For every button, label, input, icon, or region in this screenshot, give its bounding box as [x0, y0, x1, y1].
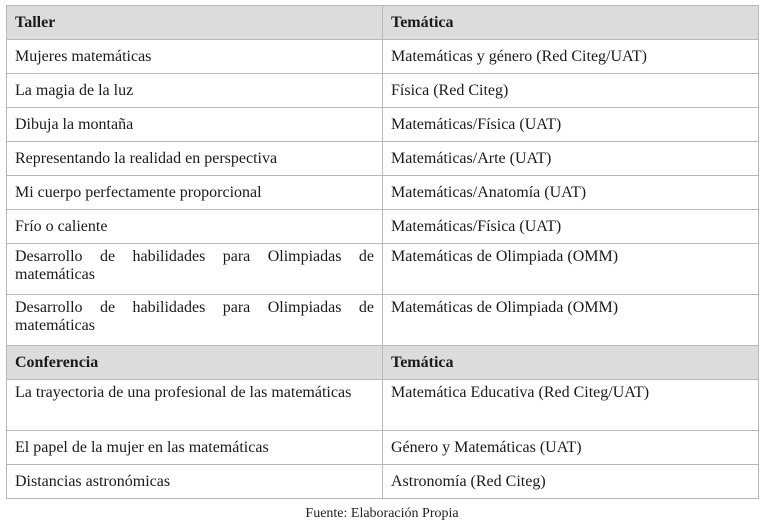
tematica-cell: Matemática Educativa (Red Citeg/UAT) — [383, 380, 759, 431]
table-row — [7, 465, 759, 499]
taller-cell: Desarrollo de habilidades para Olimpiadas de matemáticas — [7, 295, 383, 346]
taller-cell: Frío o caliente — [7, 210, 383, 244]
table-row — [7, 210, 759, 244]
header-cell: Conferencia — [7, 346, 383, 380]
table-row — [7, 74, 759, 108]
table-row — [7, 176, 759, 210]
header-cell: Temática — [383, 346, 759, 380]
activities-table — [6, 5, 759, 499]
conferencia-cell: El papel de la mujer en las matemáticas — [7, 431, 383, 465]
header-cell: Temática — [383, 6, 759, 40]
taller-cell: Dibuja la montaña — [7, 108, 383, 142]
table-row — [7, 142, 759, 176]
table-row — [7, 40, 759, 74]
tematica-cell: Matemáticas de Olimpiada (OMM) — [383, 295, 759, 346]
table-row — [7, 380, 759, 431]
table-header-conferencia — [7, 346, 759, 380]
table-row — [7, 431, 759, 465]
table-caption: Fuente: Elaboración Propia — [305, 506, 459, 521]
table-row — [7, 108, 759, 142]
conferencia-cell: La trayectoria de una profesional de las matemáticas — [7, 380, 383, 431]
tematica-cell: Astronomía (Red Citeg) — [383, 465, 759, 499]
conferencia-cell: Distancias astronómicas — [7, 465, 383, 499]
tematica-cell: Matemáticas/Física (UAT) — [383, 210, 759, 244]
taller-cell: La magia de la luz — [7, 74, 383, 108]
tematica-cell: Matemáticas/Física (UAT) — [383, 108, 759, 142]
tematica-cell: Matemáticas de Olimpiada (OMM) — [383, 244, 759, 295]
tematica-cell: Género y Matemáticas (UAT) — [383, 431, 759, 465]
tematica-cell: Matemáticas y género (Red Citeg/UAT) — [383, 40, 759, 74]
table-row — [7, 244, 759, 295]
taller-cell: Mi cuerpo perfectamente proporcional — [7, 176, 383, 210]
taller-cell: Desarrollo de habilidades para Olimpiadas de matemáticas — [7, 244, 383, 295]
table-header-taller — [7, 6, 759, 40]
tematica-cell: Física (Red Citeg) — [383, 74, 759, 108]
header-cell: Taller — [7, 6, 383, 40]
table-row — [7, 295, 759, 346]
taller-cell: Representando la realidad en perspectiva — [7, 142, 383, 176]
tematica-cell: Matemáticas/Anatomía (UAT) — [383, 176, 759, 210]
tematica-cell: Matemáticas/Arte (UAT) — [383, 142, 759, 176]
taller-cell: Mujeres matemáticas — [7, 40, 383, 74]
